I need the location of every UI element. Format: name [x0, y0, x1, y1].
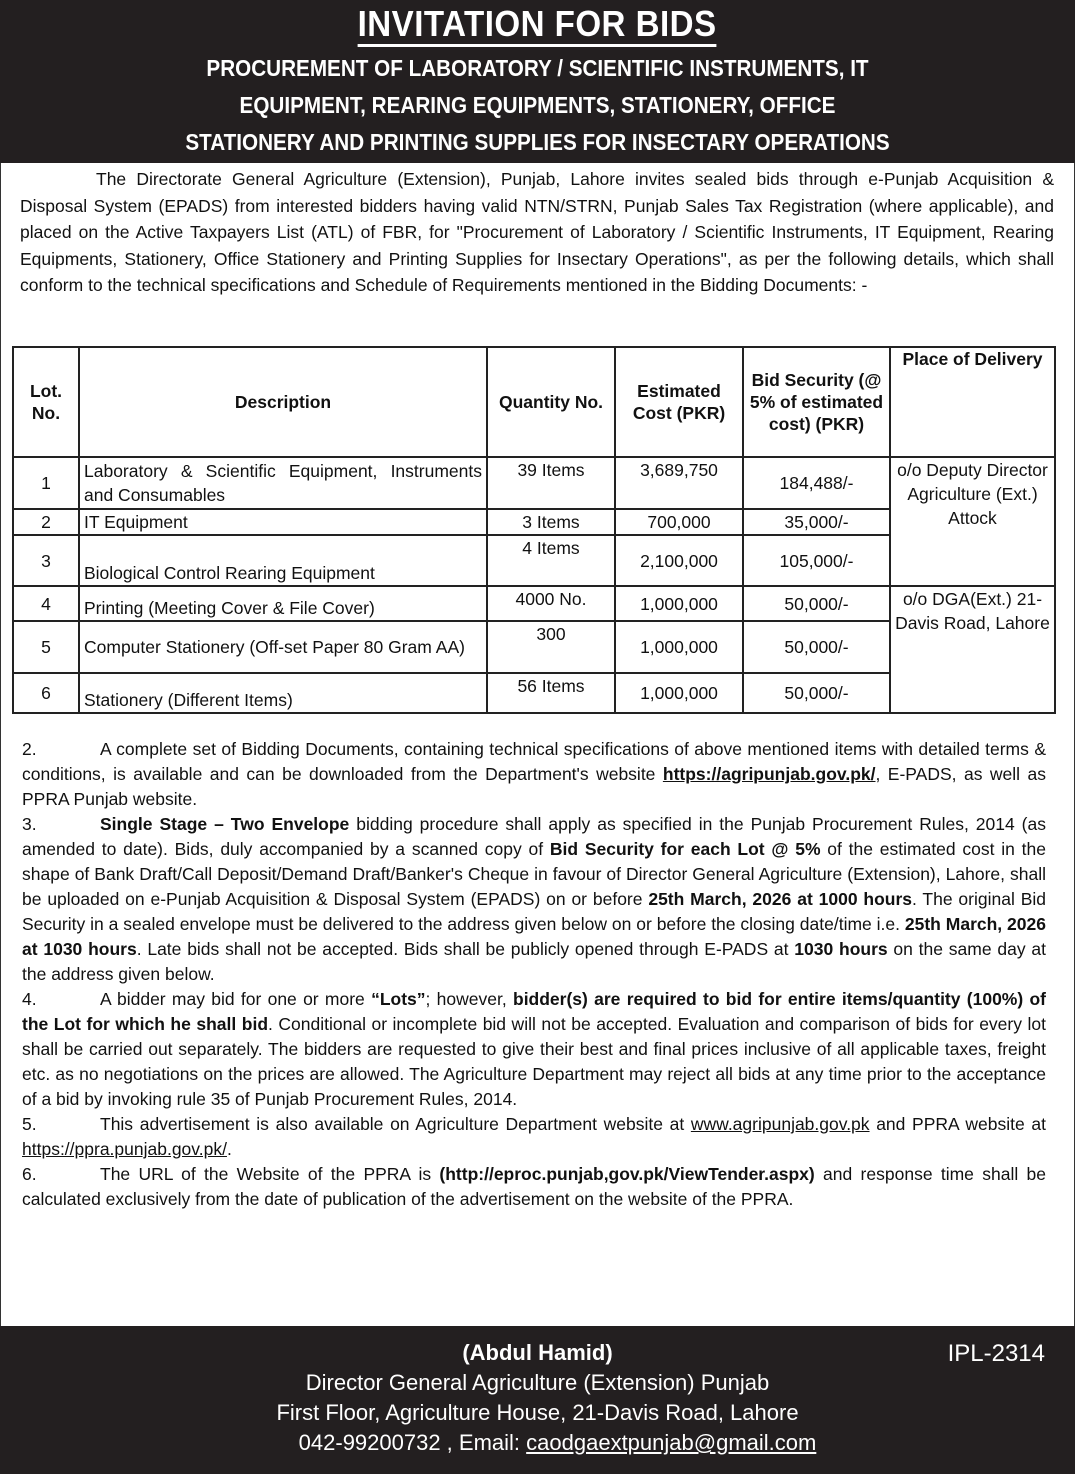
cell-lot: 4 [13, 586, 79, 621]
cell-cost: 1,000,000 [615, 586, 743, 621]
email-link[interactable]: caodgaextpunjab@gmail.com [526, 1430, 817, 1455]
cell-cost: 700,000 [615, 509, 743, 535]
closing-deadline: 25th March, 2026 at 1030 hours [22, 914, 1046, 959]
clause-text: on the same day at the address given below. [22, 939, 1046, 984]
cell-description: Laboratory & Scientific Equipment, Instruments and Consumables [79, 457, 487, 509]
header-place: Place of Delivery [890, 347, 1055, 457]
cell-description: Biological Control Rearing Equipment [79, 535, 487, 586]
cell-bid-security: 184,488/- [743, 457, 890, 509]
table-header-row [13, 347, 1055, 457]
contact-line [0, 1428, 1075, 1458]
phone-number: 042-99200732 , Email: [298, 1430, 527, 1455]
table-row [13, 586, 1055, 621]
clause-text: . Conditional or incomplete bid will not be accepted. Evaluation and comparison of bids for every lot shall be carried out separately. The bidders are requested to give their best and final prices inclusive of all applicable taxes, freight etc. as no negotiations on the prices are allowed. The Agriculture Department may reject all bids at any time prior to the acceptance of a bid by invoking rule 35 of Punjab Procurement Rules, 2014. [22, 1014, 1046, 1109]
upload-deadline: 25th March, 2026 at 1000 hours [648, 889, 913, 909]
clause-number: 4. [22, 989, 37, 1009]
cell-quantity: 39 Items [487, 457, 615, 509]
agripunjab-link[interactable]: https://agripunjab.gov.pk/ [662, 764, 876, 784]
clause-2 [22, 737, 1046, 812]
cell-quantity: 4000 No. [487, 586, 615, 621]
clause-text: A complete set of Bidding Documents, containing technical specifications of above mentioned items with detailed terms & conditions, is available and can be downloaded from the Department's website [22, 739, 1046, 784]
bid-security-note: Bid Security for each Lot @ 5% [549, 839, 821, 859]
subtitle-line-2: EQUIPMENT, REARING EQUIPMENTS, STATIONERY, OFFICE [239, 92, 836, 118]
header-quantity: Quantity No. [487, 347, 615, 457]
clause-text: . The original Bid Security in a sealed envelope must be delivered to the address given below on or before the closing date/time i.e. [22, 889, 1047, 934]
cell-lot: 6 [13, 673, 79, 713]
clause-text: and PPRA website at [869, 1114, 1046, 1134]
cell-bid-security: 105,000/- [743, 535, 890, 586]
clause-text: , E-PADS, as well as PPRA Punjab website. [22, 764, 1047, 809]
subtitle-line-3: STATIONERY AND PRINTING SUPPLIES FOR INSECTARY OPERATIONS [185, 129, 890, 155]
cell-cost: 3,689,750 [615, 457, 743, 509]
clause-text: A bidder may bid for one or more [100, 989, 372, 1009]
cell-description: Printing (Meeting Cover & File Cover) [79, 586, 487, 621]
signature-block [0, 1338, 1075, 1458]
clause-text: This advertisement is also available on Agriculture Department website at [100, 1114, 691, 1134]
clause-5 [22, 1112, 1046, 1162]
cell-quantity: 4 Items [487, 535, 615, 586]
clause-4 [22, 987, 1046, 1112]
ad-header [0, 0, 1075, 163]
cell-place-lahore: o/o DGA(Ext.) 21-Davis Road, Lahore [890, 586, 1055, 713]
cell-description: Stationery (Different Items) [79, 673, 487, 713]
agripunjab-www-link[interactable]: www.agripunjab.gov.pk [690, 1114, 870, 1134]
clause-text: . Late bids shall not be accepted. Bids shall be publicly opened through E-PADS at [136, 939, 795, 959]
header-description: Description [79, 347, 487, 457]
procedure-type: Single Stage – Two Envelope [100, 814, 350, 834]
cell-cost: 1,000,000 [615, 673, 743, 713]
cell-quantity: 300 [487, 621, 615, 673]
clause-6 [22, 1162, 1046, 1212]
intro-paragraph [20, 166, 1054, 299]
ppra-link[interactable]: https://ppra.punjab.gov.pk/ [22, 1139, 227, 1159]
header-lot: Lot. No. [13, 347, 79, 457]
lots-term: “Lots” [371, 989, 426, 1009]
intro-text: The Directorate General Agriculture (Extension), Punjab, Lahore invites sealed bids through e-Punjab Acquisition & Disposal System (EPADS) from interested bidders having valid NTN/STRN, Punjab Sales Tax Registration (where applicable), and placed on the Active Taxpayers List (ATL) of FBR, for "Procurement of Laboratory / Scientific Instruments, IT Equipment, Rearing Equipments, Stationery, Office Stationery and Printing Supplies for Insectary Operations", as per the following details, which shall conform to the technical specifications and Schedule of Requirements mentioned in the Bidding Documents: - [20, 169, 1054, 295]
cell-bid-security: 50,000/- [743, 586, 890, 621]
cell-description: IT Equipment [79, 509, 487, 535]
signature-footer [0, 1326, 1075, 1474]
cell-bid-security: 50,000/- [743, 673, 890, 713]
cell-lot: 1 [13, 457, 79, 509]
signatory-name: (Abdul Hamid) [462, 1340, 613, 1365]
ad-reference-code: IPL-2314 [947, 1340, 1045, 1367]
cell-quantity: 56 Items [487, 673, 615, 713]
page-title: INVITATION FOR BIDS [358, 4, 717, 47]
clause-3 [22, 812, 1046, 987]
cell-place-attock: o/o Deputy Director Agriculture (Ext.) Attock [890, 457, 1055, 586]
signatory-designation: Director General Agriculture (Extension) Punjab [305, 1370, 770, 1395]
clause-text: . [226, 1139, 232, 1159]
clause-text: ; however, [425, 989, 513, 1009]
cell-quantity: 3 Items [487, 509, 615, 535]
cell-description: Computer Stationery (Off-set Paper 80 Gram AA) [79, 621, 487, 673]
cell-cost: 1,000,000 [615, 621, 743, 673]
terms-section [22, 737, 1046, 1212]
clause-text: and response time shall be calculated exclusively from the date of publication of the advertisement on the website of the PPRA. [22, 1164, 1046, 1209]
clause-text: of the estimated cost in the shape of Bank Draft/Call Deposit/Demand Draft/Banker's Cheque in favour of Director General Agriculture (Extension), Lahore, shall be uploaded on e-Punjab Acquisition & Disposal System (EPADS) on or before [22, 839, 1047, 909]
opening-time: 1030 hours [794, 939, 888, 959]
clause-number: 6. [22, 1164, 37, 1184]
header-bid-security: Bid Security (@ 5% of estimated cost) (PKR) [743, 347, 890, 457]
subtitle-line-1: PROCUREMENT OF LABORATORY / SCIENTIFIC INSTRUMENTS, IT [206, 55, 869, 81]
clause-number: 2. [22, 739, 37, 759]
entire-lot-requirement: bidder(s) are required to bid for entire items/quantity (100%) of the Lot for which he shall bid [22, 989, 1046, 1034]
cell-lot: 3 [13, 535, 79, 586]
header-cost: Estimated Cost (PKR) [615, 347, 743, 457]
bids-table [12, 346, 1056, 714]
clause-text: bidding procedure shall apply as specified in the Punjab Procurement Rules, 2014 (as amended to date). Bids, duly accompanied by a scanned copy of [22, 814, 1046, 859]
clause-number: 5. [22, 1114, 37, 1134]
clause-text: The URL of the Website of the PPRA is [100, 1164, 440, 1184]
clause-number: 3. [22, 814, 37, 834]
office-address: First Floor, Agriculture House, 21-Davis Road, Lahore [276, 1400, 799, 1425]
cell-cost: 2,100,000 [615, 535, 743, 586]
cell-lot: 2 [13, 509, 79, 535]
table-row [13, 457, 1055, 509]
cell-lot: 5 [13, 621, 79, 673]
ppra-url: (http://eproc.punjab,gov.pk/ViewTender.aspx) [439, 1164, 815, 1184]
cell-bid-security: 50,000/- [743, 621, 890, 673]
cell-bid-security: 35,000/- [743, 509, 890, 535]
